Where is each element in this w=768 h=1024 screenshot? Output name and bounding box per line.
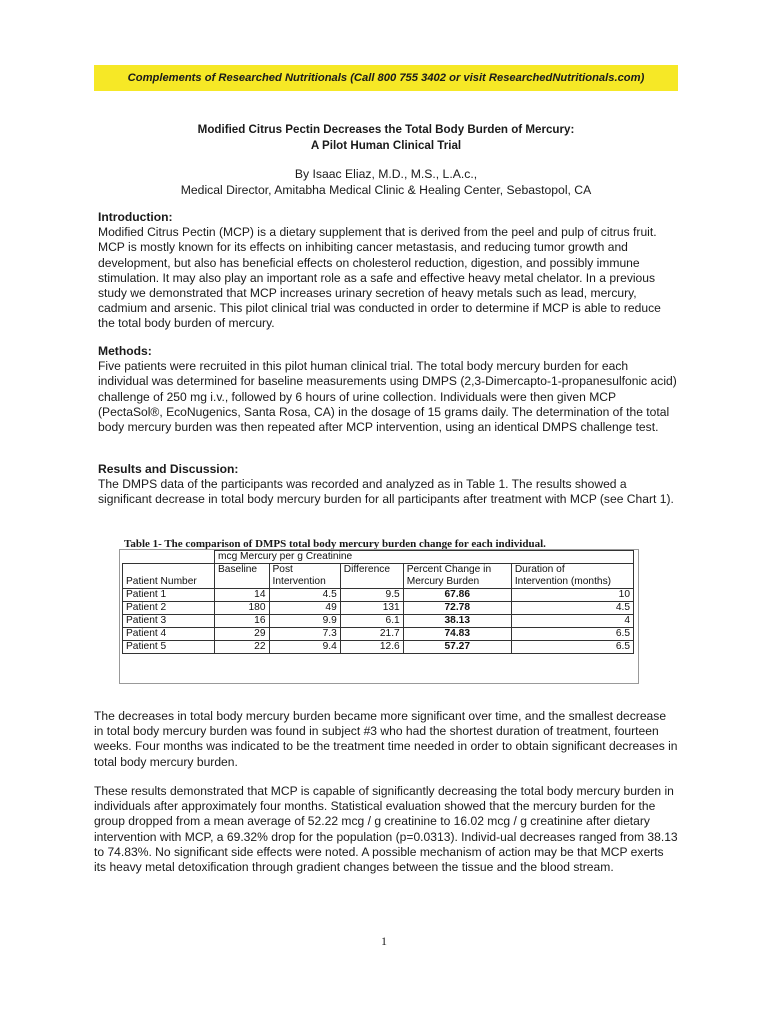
cell-baseline: 16 (214, 615, 269, 628)
author-affiliation: Medical Director, Amitabha Medical Clinic & Healing Center, Sebastopol, CA (180, 183, 592, 197)
col-difference: Difference (340, 564, 403, 577)
cell-duration: 10 (511, 589, 633, 602)
table-header-row-1 (123, 564, 634, 577)
cell-duration: 6.5 (511, 628, 633, 641)
methods-text: Five patients were recruited in this pilot human clinical trial. The total body mercury burden for each individual was determined for baseline measurements using DMPS (2,3-Dimercapto-1-propanesulfonic acid) challenge of 250 mg i.v., followed by 6 hours of urine collection. Individuals were then given MCP (PectaSol®, EcoNugenics, Santa Rosa, CA) in the dosage of 15 grams daily. The determination of the total body mercury burden was then repeated after MCP intervention, using an identical DMPS challenge test. (98, 359, 677, 435)
methods-section (98, 344, 678, 435)
cell-post: 7.3 (269, 628, 340, 641)
cell-duration: 6.5 (511, 641, 633, 654)
cell-patient: Patient 1 (123, 589, 215, 602)
unit-header: mcg Mercury per g Creatinine (214, 551, 633, 564)
cell-difference: 9.5 (340, 589, 403, 602)
cell-pct: 38.13 (403, 615, 511, 628)
page-number: 1 (381, 934, 387, 948)
author-block (94, 166, 678, 198)
table-row (123, 628, 634, 641)
article-title (94, 122, 678, 154)
cell-pct: 57.27 (403, 641, 511, 654)
sponsor-banner: Complements of Researched Nutritionals (Call 800 755 3402 or visit ResearchedNutritionals.com) (94, 65, 678, 91)
col-pct-1: Percent Change in (403, 564, 511, 577)
results-text: The DMPS data of the participants was recorded and analyzed as in Table 1. The results showed a significant decrease in total body mercury burden for all participants after treatment with MCP (see Chart 1). (98, 477, 674, 507)
table-row (123, 641, 634, 654)
title-line-2: A Pilot Human Clinical Trial (310, 139, 462, 152)
cell-patient: Patient 5 (123, 641, 215, 654)
mercury-table (122, 550, 634, 654)
table-row (123, 589, 634, 602)
cell-duration: 4.5 (511, 602, 633, 615)
cell-baseline: 14 (214, 589, 269, 602)
introduction-text: Modified Citrus Pectin (MCP) is a dietary supplement that is derived from the peel and pulp of citrus fruit. MCP is mostly known for its effects on inhibiting cancer metastasis, and reducing tumor growth and development, but also has beneficial effects on cholesterol reduction, digestion, and possibly immune stimulation. It may also play an important role as a safe and effective heavy metal chelator. In a previous study we demonstrated that MCP increases urinary secretion of heavy metals such as lead, mercury, cadmium and arsenic. This pilot clinical trial was conducted in order to determine if MCP is able to reduce the total body burden of mercury. (98, 225, 661, 331)
col-dur-2: Intervention (months) (511, 576, 633, 589)
discussion-paragraph: The decreases in total body mercury burden became more significant over time, and the smallest decrease in total body mercury burden was found in subject #3 who had the shortest duration of treatment, fourteen weeks. Four months was indicated to be the treatment time needed in order to obtain significant decreases in total body mercury burden. (94, 709, 678, 769)
table-unit-row (123, 551, 634, 564)
cell-post: 9.4 (269, 641, 340, 654)
author-name: By Isaac Eliaz, M.D., M.S., L.A.c., (294, 167, 478, 181)
cell-patient: Patient 3 (123, 615, 215, 628)
title-line-1: Modified Citrus Pectin Decreases the Total Body Burden of Mercury: (197, 123, 575, 136)
cell-pct: 67.86 (403, 589, 511, 602)
col-patient: Patient Number (123, 576, 215, 589)
cell-difference: 12.6 (340, 641, 403, 654)
table-row (123, 615, 634, 628)
results-heading: Results and Discussion: (98, 462, 239, 476)
cell-patient: Patient 4 (123, 628, 215, 641)
cell-post: 49 (269, 602, 340, 615)
cell-patient: Patient 2 (123, 602, 215, 615)
cell-pct: 74.83 (403, 628, 511, 641)
cell-difference: 131 (340, 602, 403, 615)
cell-pct: 72.78 (403, 602, 511, 615)
col-baseline: Baseline (214, 564, 269, 577)
cell-post: 4.5 (269, 589, 340, 602)
col-pct-2: Mercury Burden (403, 576, 511, 589)
results-section (98, 462, 678, 508)
cell-duration: 4 (511, 615, 633, 628)
cell-difference: 6.1 (340, 615, 403, 628)
conclusion-paragraph: These results demonstrated that MCP is capable of significantly decreasing the total body mercury burden in individuals after approximately four months. Statistical evaluation showed that the mercury burden for the group dropped from a mean average of 52.22 mcg / g creatinine to 16.02 mcg / g creatinine after dietary intervention with MCP, a 69.32% drop for the population (p=0.0313). Individ-ual decreases ranged from 38.13 to 74.83%. No significant side effects were noted. A possible mechanism of action may be that MCP exerts its heavy metal detoxification through gradient changes between the tissue and the blood stream. (94, 784, 678, 875)
cell-baseline: 180 (214, 602, 269, 615)
cell-post: 9.9 (269, 615, 340, 628)
cell-difference: 21.7 (340, 628, 403, 641)
table-header-row-2 (123, 576, 634, 589)
table-row (123, 602, 634, 615)
cell-baseline: 22 (214, 641, 269, 654)
table-caption: Table 1- The comparison of DMPS total body mercury burden change for each individual. (124, 538, 546, 550)
introduction-section (98, 210, 678, 332)
col-post-2: Intervention (269, 576, 340, 589)
col-post-1: Post (269, 564, 340, 577)
cell-baseline: 29 (214, 628, 269, 641)
col-dur-1: Duration of (511, 564, 633, 577)
introduction-heading: Introduction: (98, 210, 173, 224)
methods-heading: Methods: (98, 344, 152, 358)
